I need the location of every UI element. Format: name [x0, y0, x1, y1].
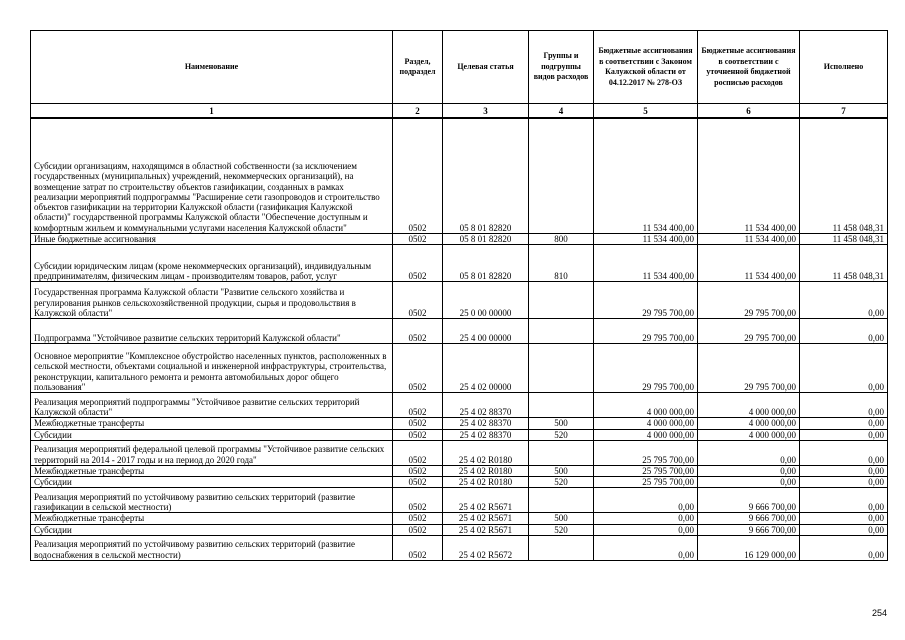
- cell-section: 0502: [393, 488, 443, 513]
- cell-refined: 9 666 700,00: [698, 513, 800, 524]
- cell-group: 800: [529, 234, 594, 245]
- cell-name: Субсидии юридическим лицам (кроме некоммерческих организаций), индивидуальным предпринимателям, физическим лицам - производителям товаров, работ, услуг: [31, 245, 393, 282]
- cell-name: Субсидии: [31, 429, 393, 440]
- cell-section: 0502: [393, 393, 443, 418]
- cell-target: 25 4 02 R0180: [443, 440, 529, 465]
- table-row: [31, 319, 888, 344]
- cell-law: 4 000 000,00: [594, 429, 698, 440]
- cell-refined: 9 666 700,00: [698, 488, 800, 513]
- header-group: Группы и подгруппы видов расходов: [529, 31, 594, 104]
- header-law: Бюджетные ассигнования в соответствии с Законом Калужской области от 04.12.2017 № 278-ОЗ: [594, 31, 698, 104]
- cell-group: [529, 344, 594, 393]
- table-row: [31, 465, 888, 476]
- column-number: 3: [443, 104, 529, 119]
- cell-done: 0,00: [800, 465, 888, 476]
- cell-name: Иные бюджетные ассигнования: [31, 234, 393, 245]
- cell-name: Субсидии: [31, 524, 393, 535]
- cell-target: 05 8 01 82820: [443, 234, 529, 245]
- cell-section: 0502: [393, 344, 443, 393]
- table-row: [31, 488, 888, 513]
- cell-target: 25 4 00 00000: [443, 319, 529, 344]
- cell-group: [529, 536, 594, 561]
- cell-refined: 16 129 000,00: [698, 536, 800, 561]
- cell-section: 0502: [393, 418, 443, 429]
- table-row: [31, 418, 888, 429]
- table-row: [31, 440, 888, 465]
- cell-law: 25 795 700,00: [594, 465, 698, 476]
- cell-name: Реализация мероприятий по устойчивому развитию сельских территорий (развитие газификации в сельской местности): [31, 488, 393, 513]
- cell-name: Государственная программа Калужской области "Развитие сельского хозяйства и регулирования рынков сельскохозяйственной продукции, сырья и продовольствия в Калужской области": [31, 282, 393, 319]
- header-section: Раздел, подраздел: [393, 31, 443, 104]
- cell-group: [529, 319, 594, 344]
- cell-refined: 9 666 700,00: [698, 524, 800, 535]
- cell-section: 0502: [393, 440, 443, 465]
- cell-group: 810: [529, 245, 594, 282]
- cell-law: 29 795 700,00: [594, 319, 698, 344]
- cell-name: Межбюджетные трансферты: [31, 418, 393, 429]
- cell-done: 0,00: [800, 393, 888, 418]
- cell-done: 11 458 048,31: [800, 118, 888, 234]
- cell-group: 500: [529, 513, 594, 524]
- cell-section: 0502: [393, 513, 443, 524]
- cell-target: 25 4 02 R5671: [443, 524, 529, 535]
- table-row: [31, 118, 888, 234]
- column-number: 2: [393, 104, 443, 119]
- cell-target: 25 4 02 R0180: [443, 477, 529, 488]
- table-row: [31, 536, 888, 561]
- table-row: [31, 429, 888, 440]
- cell-refined: 0,00: [698, 440, 800, 465]
- budget-table: [30, 30, 888, 561]
- cell-target: 05 8 01 82820: [443, 245, 529, 282]
- cell-group: [529, 118, 594, 234]
- cell-refined: 29 795 700,00: [698, 282, 800, 319]
- cell-target: 25 0 00 00000: [443, 282, 529, 319]
- table-row: [31, 344, 888, 393]
- cell-law: 25 795 700,00: [594, 440, 698, 465]
- cell-group: [529, 282, 594, 319]
- cell-section: 0502: [393, 536, 443, 561]
- cell-section: 0502: [393, 118, 443, 234]
- cell-refined: 11 534 400,00: [698, 234, 800, 245]
- table-row: [31, 282, 888, 319]
- column-number: 1: [31, 104, 393, 119]
- cell-name: Межбюджетные трансферты: [31, 513, 393, 524]
- cell-done: 0,00: [800, 513, 888, 524]
- header-row: [31, 31, 888, 104]
- cell-group: 500: [529, 418, 594, 429]
- cell-group: 520: [529, 477, 594, 488]
- cell-group: [529, 488, 594, 513]
- cell-target: 25 4 02 R5671: [443, 513, 529, 524]
- cell-done: 0,00: [800, 418, 888, 429]
- cell-done: 0,00: [800, 429, 888, 440]
- cell-done: 0,00: [800, 524, 888, 535]
- header-target: Целевая статья: [443, 31, 529, 104]
- cell-law: 0,00: [594, 524, 698, 535]
- cell-refined: 0,00: [698, 465, 800, 476]
- table-row: [31, 477, 888, 488]
- cell-name: Реализация мероприятий по устойчивому развитию сельских территорий (развитие водоснабжения в сельской местности): [31, 536, 393, 561]
- cell-group: 500: [529, 465, 594, 476]
- cell-law: 11 534 400,00: [594, 234, 698, 245]
- cell-done: 0,00: [800, 536, 888, 561]
- cell-target: 25 4 02 00000: [443, 344, 529, 393]
- table-row: [31, 393, 888, 418]
- column-number: 6: [698, 104, 800, 119]
- cell-refined: 0,00: [698, 477, 800, 488]
- table-row: [31, 245, 888, 282]
- table-body: [31, 118, 888, 561]
- cell-refined: 4 000 000,00: [698, 393, 800, 418]
- cell-law: 4 000 000,00: [594, 418, 698, 429]
- column-numbers-row: [31, 104, 888, 119]
- cell-name: Субсидии: [31, 477, 393, 488]
- cell-done: 0,00: [800, 477, 888, 488]
- cell-name: Субсидии организациям, находящимся в областной собственности (за исключением государственных (муниципальных) учреждений, некоммерческих организаций), на возмещение затрат по строительству объектов газификации, созданных в рамках реализации мероприятий подпрограммы "Расширение сети газопроводов и строительство объектов газификации на территории Калужской области (газификация Калужской области)" государственной программы Калужской области "Обеспечение доступным и комфортным жильем и коммунальными услугами населения Калужской области": [31, 118, 393, 234]
- cell-refined: 29 795 700,00: [698, 344, 800, 393]
- cell-name: Подпрограмма "Устойчивое развитие сельских территорий Калужской области": [31, 319, 393, 344]
- cell-section: 0502: [393, 524, 443, 535]
- header-done: Исполнено: [800, 31, 888, 104]
- cell-done: 0,00: [800, 488, 888, 513]
- cell-target: 25 4 02 R0180: [443, 465, 529, 476]
- cell-law: 29 795 700,00: [594, 282, 698, 319]
- table-row: [31, 234, 888, 245]
- cell-law: 29 795 700,00: [594, 344, 698, 393]
- cell-law: 25 795 700,00: [594, 477, 698, 488]
- cell-target: 25 4 02 88370: [443, 418, 529, 429]
- cell-law: 0,00: [594, 536, 698, 561]
- cell-group: [529, 393, 594, 418]
- cell-done: 0,00: [800, 344, 888, 393]
- cell-law: 0,00: [594, 513, 698, 524]
- cell-refined: 29 795 700,00: [698, 319, 800, 344]
- cell-target: 25 4 02 88370: [443, 429, 529, 440]
- cell-target: 25 4 02 R5671: [443, 488, 529, 513]
- cell-section: 0502: [393, 245, 443, 282]
- cell-law: 11 534 400,00: [594, 245, 698, 282]
- cell-done: 0,00: [800, 440, 888, 465]
- cell-law: 0,00: [594, 488, 698, 513]
- cell-group: 520: [529, 524, 594, 535]
- cell-section: 0502: [393, 429, 443, 440]
- cell-law: 4 000 000,00: [594, 393, 698, 418]
- header-name: Наименование: [31, 31, 393, 104]
- page-number: 254: [871, 608, 887, 618]
- cell-done: 11 458 048,31: [800, 245, 888, 282]
- cell-section: 0502: [393, 319, 443, 344]
- table-row: [31, 524, 888, 535]
- cell-section: 0502: [393, 477, 443, 488]
- cell-name: Реализация мероприятий подпрограммы "Устойчивое развитие сельских территорий Калужской области": [31, 393, 393, 418]
- cell-name: Межбюджетные трансферты: [31, 465, 393, 476]
- cell-done: 0,00: [800, 319, 888, 344]
- cell-refined: 4 000 000,00: [698, 418, 800, 429]
- column-number: 4: [529, 104, 594, 119]
- cell-done: 11 458 048,31: [800, 234, 888, 245]
- cell-name: Реализация мероприятий федеральной целевой программы "Устойчивое развитие сельских территорий на 2014 - 2017 годы и на период до 2020 года": [31, 440, 393, 465]
- table-row: [31, 513, 888, 524]
- cell-section: 0502: [393, 234, 443, 245]
- column-number: 5: [594, 104, 698, 119]
- cell-refined: 11 534 400,00: [698, 245, 800, 282]
- cell-done: 0,00: [800, 282, 888, 319]
- cell-law: 11 534 400,00: [594, 118, 698, 234]
- cell-section: 0502: [393, 465, 443, 476]
- cell-target: 25 4 02 88370: [443, 393, 529, 418]
- header-refined: Бюджетные ассигнования в соответствии с уточненной бюджетной росписью расходов: [698, 31, 800, 104]
- cell-refined: 11 534 400,00: [698, 118, 800, 234]
- cell-target: 05 8 01 82820: [443, 118, 529, 234]
- cell-name: Основное мероприятие "Комплексное обустройство населенных пунктов, расположенных в сельской местности, объектами социальной и инженерной инфраструктуры, строительства, реконструкции, капитального ремонта и ремонта автомобильных дорог общего пользования": [31, 344, 393, 393]
- cell-group: 520: [529, 429, 594, 440]
- cell-section: 0502: [393, 282, 443, 319]
- cell-group: [529, 440, 594, 465]
- column-number: 7: [800, 104, 888, 119]
- cell-target: 25 4 02 R5672: [443, 536, 529, 561]
- cell-refined: 4 000 000,00: [698, 429, 800, 440]
